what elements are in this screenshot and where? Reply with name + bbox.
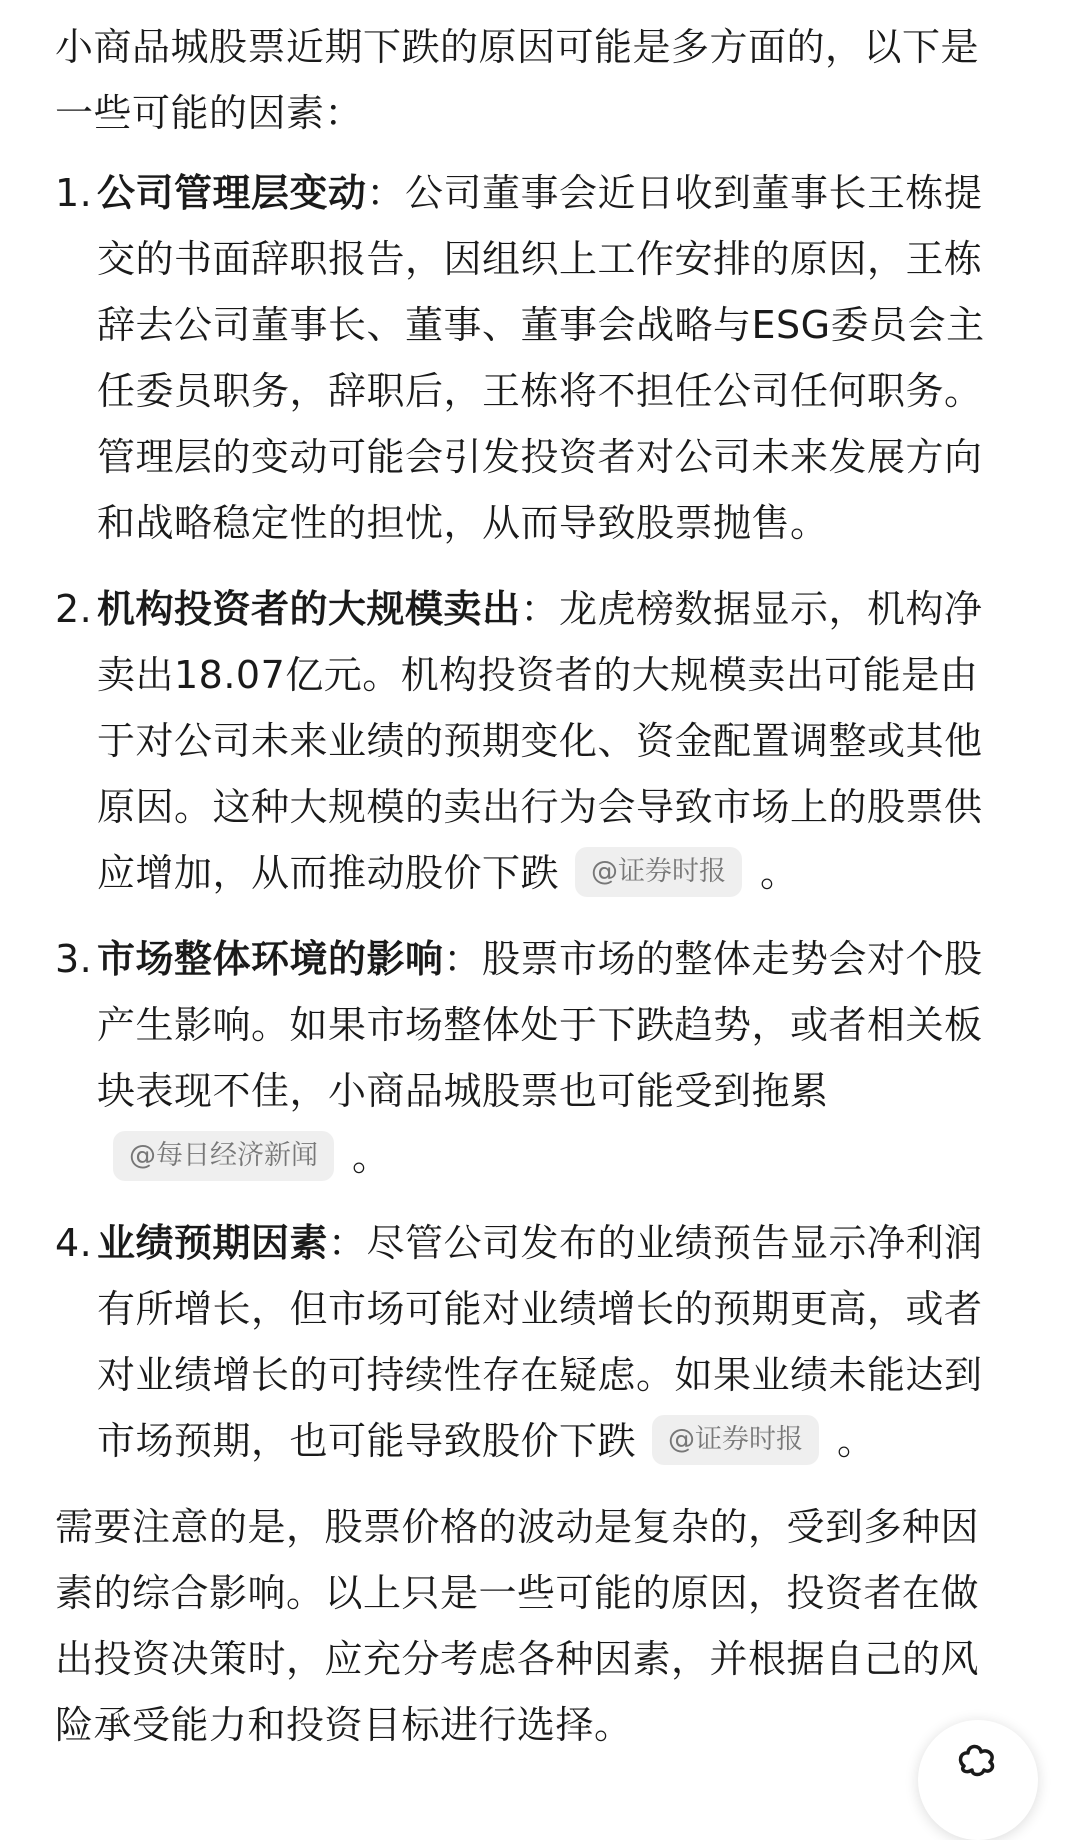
list-item-text: 尽管公司发布的业绩预告显示净利润有所增长，但市场可能对业绩增长的预期更高，或者对业绩增长的可持续性存在疑虑。如果业绩未能达到市场预期，也可能导致股价下跌 — [97, 1221, 983, 1463]
list-item-heading: 市场整体环境的影响 — [97, 937, 444, 981]
list-item-end: 。 — [837, 1419, 876, 1463]
list-item — [55, 1210, 1015, 1474]
list-item-text: 龙虎榜数据显示，机构净卖出18.07亿元。机构投资者的大规模卖出可能是由于对公司未来业绩的预期变化、资金配置调整或其他原因。这种大规模的卖出行为会导致市场上的股票供应增加，从而推动股价下跌 — [97, 587, 983, 895]
list-item — [55, 576, 1015, 906]
list-item-text: 公司董事会近日收到董事长王栋提交的书面辞职报告，因组织上工作安排的原因，王栋辞去公司董事长、董事、董事会战略与ESG委员会主任委员职务，辞职后，王栋将不担任公司任何职务。管理层的变动可能会引发投资者对公司未来发展方向和战略稳定性的担忧，从而导致股票抛售。 — [97, 171, 985, 545]
list-item-text: 股票市场的整体走势会对个股产生影响。如果市场整体处于下跌趋势，或者相关板块表现不佳，小商品城股票也可能受到拖累 — [97, 937, 983, 1113]
intro-paragraph: 小商品城股票近期下跌的原因可能是多方面的，以下是一些可能的因素： — [55, 25, 980, 135]
factor-list — [55, 160, 1015, 1474]
list-item-separator: ： — [520, 587, 560, 631]
list-item-heading: 业绩预期因素 — [97, 1221, 329, 1265]
citation-chip[interactable]: @证券时报 — [575, 847, 742, 897]
list-item — [55, 160, 1015, 556]
list-item-end: 。 — [352, 1135, 391, 1179]
list-item-number: 3. — [55, 937, 93, 981]
conclusion-paragraph: 需要注意的是，股票价格的波动是复杂的，受到多种因素的综合影响。以上只是一些可能的原因，投资者在做出投资决策时，应充分考虑各种因素，并根据自己的风险承受能力和投资目标进行选择。 — [55, 1505, 980, 1747]
list-item-end: 。 — [760, 851, 799, 895]
list-item-heading: 机构投资者的大规模卖出 — [97, 587, 521, 631]
list-item-separator: ： — [328, 1221, 367, 1265]
assistant-floating-button[interactable] — [918, 1720, 1038, 1840]
list-item-number: 2. — [55, 587, 93, 631]
citation-chip[interactable]: @每日经济新闻 — [113, 1131, 334, 1181]
list-item-heading: 公司管理层变动 — [97, 171, 367, 215]
list-item — [55, 926, 1015, 1190]
citation-chip[interactable]: @证券时报 — [652, 1415, 819, 1465]
list-item-separator: ： — [366, 171, 406, 215]
list-item-number: 4. — [55, 1221, 93, 1265]
list-item-number: 1. — [55, 171, 93, 215]
list-item-separator: ： — [443, 937, 483, 981]
answer-content — [55, 14, 1015, 1758]
